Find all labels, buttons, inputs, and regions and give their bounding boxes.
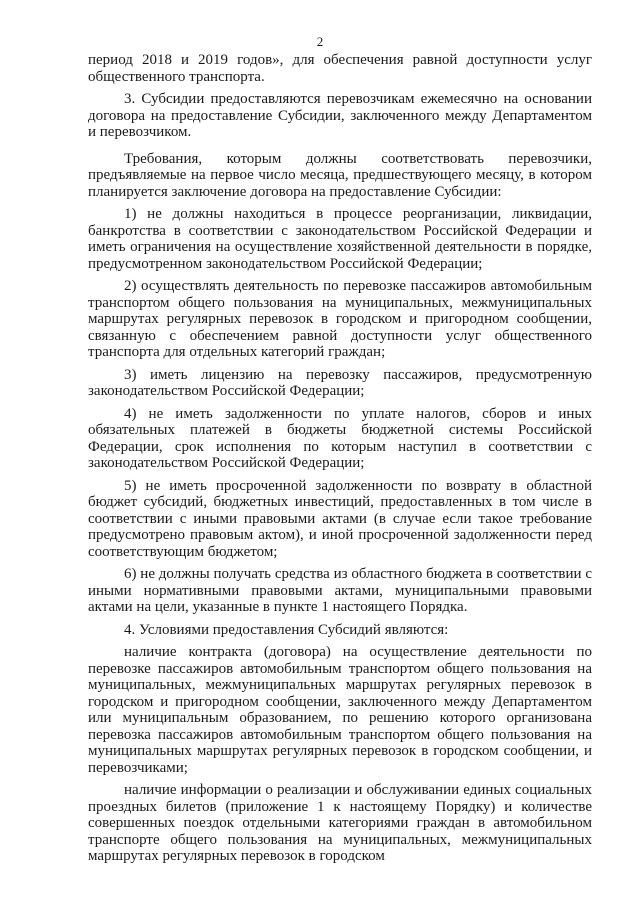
list-item-4: 4) не иметь задолженности по уплате налогов, сборов и иных обязательных платежей в бюджеты бюджетной системы Российской Федерации, срок исполнения по которым наступил в соответствии с законодательством Российской Федерации;: [88, 405, 592, 471]
list-item-5: 5) не иметь просроченной задолженности по возврату в областной бюджет субсидий, бюджетных инвестиций, предоставленных в том числе в соответствии с иными правовыми актами (в случае если такое требование предусмотрено правовым актом), и иной просроченной задолженности перед соответствующим бюджетом;: [88, 477, 592, 560]
paragraph-requirements-intro: Требования, которым должны соответствовать перевозчики, предъявляемые на первое число месяца, предшествующего месяцу, в котором планируется заключение договора на предоставление Субсидии:: [88, 150, 592, 200]
list-item-3: 3) иметь лицензию на перевозку пассажиров, предусмотренную законодательством Российской Федерации;: [88, 366, 592, 399]
list-item-6: 6) не должны получать средства из областного бюджета в соответствии с иными нормативными правовыми актами, муниципальными правовыми актами на цели, указанные в пункте 1 настоящего Порядка.: [88, 566, 592, 615]
list-item-2: 2) осуществлять деятельность по перевозке пассажиров автомобильным транспортом общего пользования на муниципальных, межмуниципальных маршрутах регулярных перевозок в городском и пригородном сообщении, связанную с обеспечением равной доступности услуг общественного транспорта для отдельных категорий граждан;: [88, 278, 592, 360]
condition-contract: наличие контракта (договора) на осуществление деятельности по перевозке пассажиров автомобильным транспортом общего пользования на муниципальных, межмуниципальных маршрутах регулярных перевозок в городском и пригородном сообщении, заключенного между Департаментом или муниципальным образованием, по решению которого организована перевозка пассажиров автомобильным транспортом общего пользования на муниципальных маршрутах регулярных перевозок в городском сообщении, и перевозчиками;: [88, 644, 592, 776]
condition-information: наличие информации о реализации и обслуживании единых социальных проездных билетов (приложение 1 к настоящему Порядку) и количестве совершенных поездок отдельными категориями граждан в автомобильном транспорте общего пользования на муниципальных, межмуниципальных маршрутах регулярных перевозок в городском: [88, 782, 592, 864]
page-number: 2: [316, 34, 324, 49]
paragraph-clause-3: 3. Субсидии предоставляются перевозчикам ежемесячно на основании договора на предоставление Субсидии, заключенного между Департаментом и перевозчиком.: [88, 91, 592, 140]
document-body: [88, 52, 592, 865]
list-item-1: 1) не должны находиться в процессе реорганизации, ликвидации, банкротства в соответствии с законодательством Российской Федерации и иметь ограничения на осуществление хозяйственной деятельности в порядке, предусмотренном законодательством Российской Федерации;: [88, 206, 592, 272]
paragraph-continuation: период 2018 и 2019 годов», для обеспечения равной доступности услуг общественного транспорта.: [88, 52, 592, 85]
paragraph-clause-4: 4. Условиями предоставления Субсидий являются:: [124, 621, 449, 638]
